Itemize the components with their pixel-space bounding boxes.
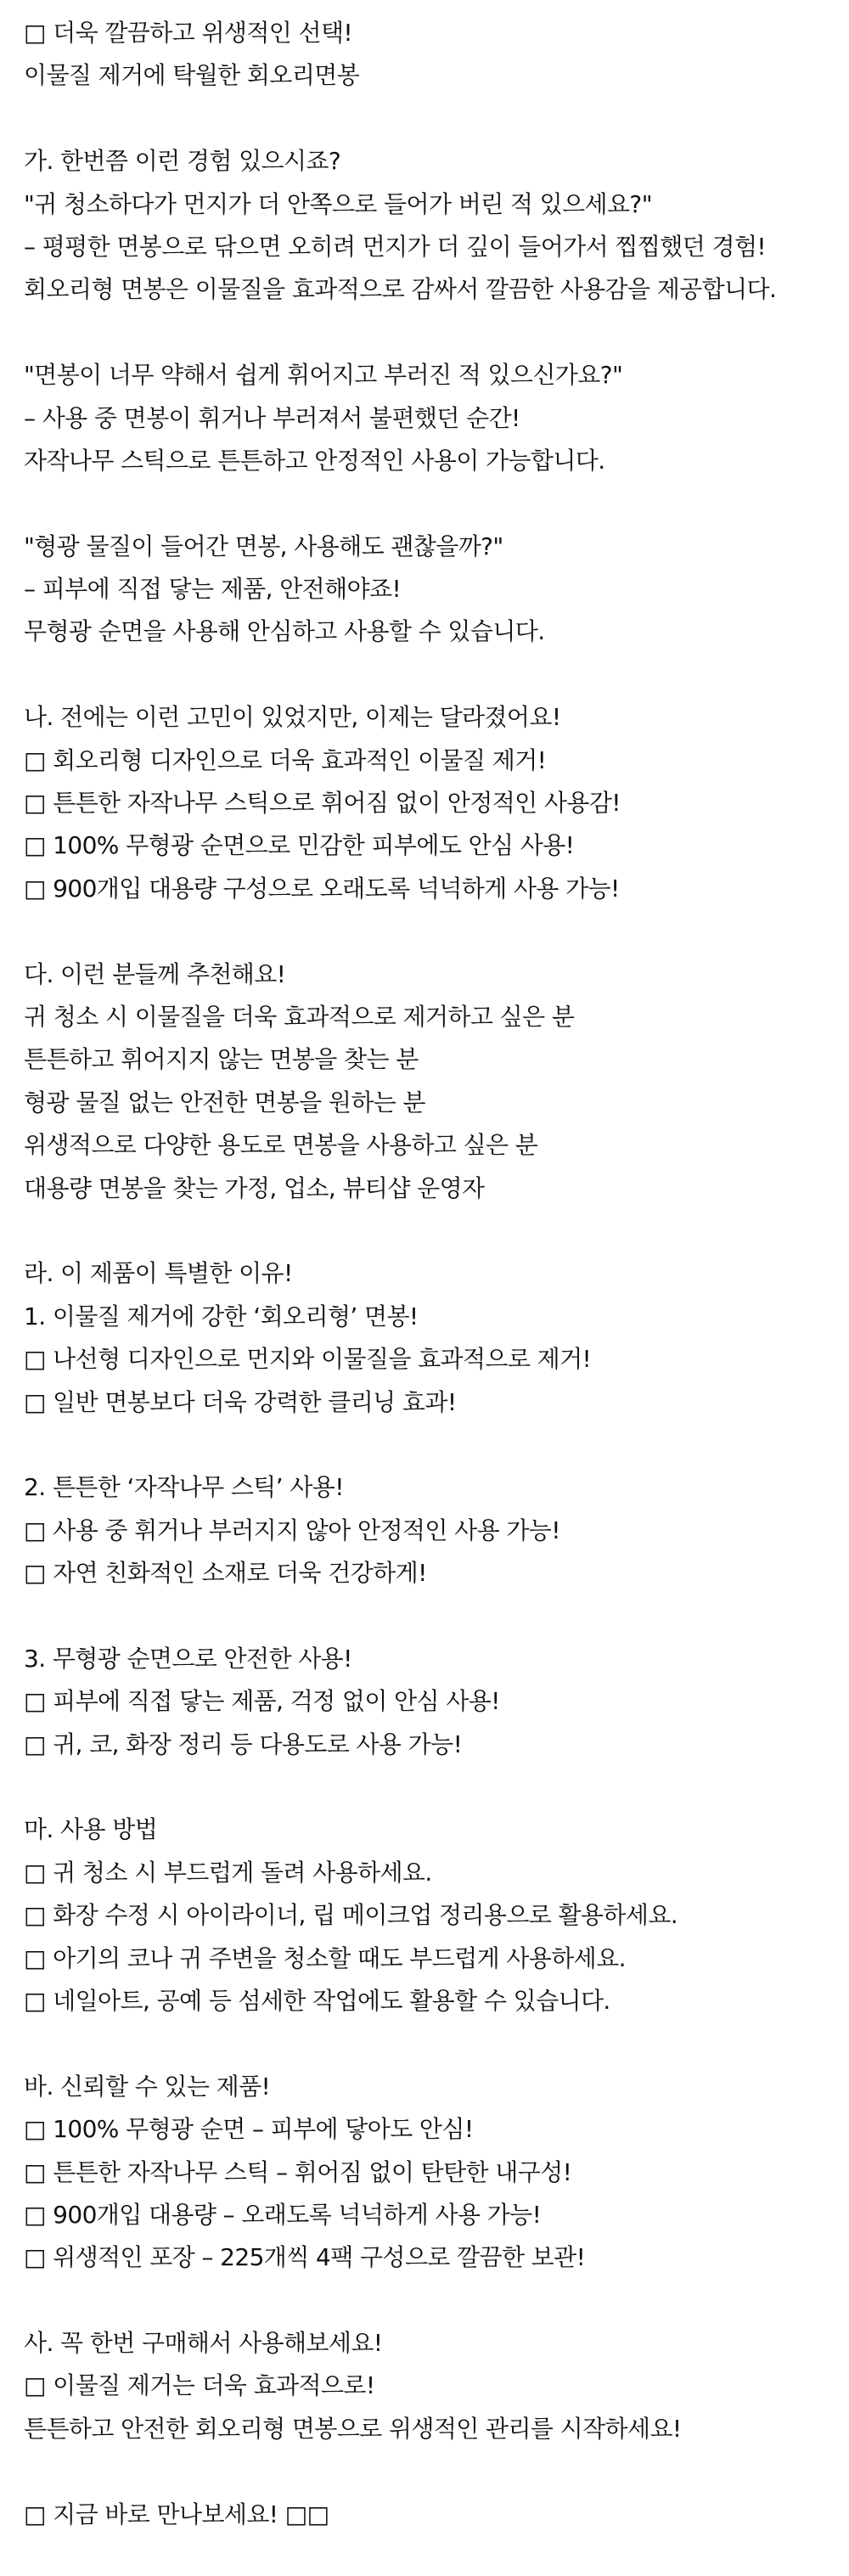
text-line: – 사용 중 면봉이 휘거나 부러져서 불편했던 순간! bbox=[24, 403, 520, 432]
paragraph-gap bbox=[24, 98, 839, 140]
feature-item: □ 튼튼한 자작나무 스틱 – 휘어짐 없이 탄탄한 내구성! bbox=[24, 2157, 572, 2186]
feature-item: □ 피부에 직접 닿는 제품, 걱정 없이 안심 사용! bbox=[24, 1687, 500, 1716]
paragraph-gap bbox=[24, 1595, 839, 1637]
list-item: 튼튼하고 휘어지지 않는 면봉을 찾는 분 bbox=[24, 1045, 419, 1074]
text-line: "귀 청소하다가 먼지가 더 안쪽으로 들어가 버린 적 있으세요?" bbox=[24, 189, 652, 218]
subheading: 2. 튼튼한 ‘자작나무 스틱’ 사용! bbox=[24, 1473, 344, 1502]
feature-item: □ 일반 면봉보다 더욱 강력한 클리닝 효과! bbox=[24, 1387, 457, 1416]
feature-item: □ 튼튼한 자작나무 스틱으로 휘어짐 없이 안정적인 사용감! bbox=[24, 789, 621, 818]
experience-paragraph-2 bbox=[24, 354, 839, 482]
feature-item: □ 귀, 코, 화장 정리 등 다용도로 사용 가능! bbox=[24, 1730, 463, 1758]
headline-line: □ 더욱 깔끔하고 위생적인 선택! bbox=[24, 19, 353, 47]
closing-line: □ 지금 바로 만나보세요! □□ bbox=[24, 2500, 329, 2528]
feature-item: □ 자연 친화적인 소재로 더욱 건강하게! bbox=[24, 1559, 427, 1588]
text-line: – 평평한 면봉으로 닦으면 오히려 먼지가 더 깊이 들어가서 찝찝했던 경험! bbox=[24, 232, 767, 261]
list-item: 형광 물질 없는 안전한 면봉을 원하는 분 bbox=[24, 1088, 425, 1116]
paragraph-gap bbox=[24, 1424, 839, 1466]
section-heading: 마. 사용 방법 bbox=[24, 1815, 158, 1844]
feature-item: □ 회오리형 디자인으로 더욱 효과적인 이물질 제거! bbox=[24, 745, 547, 774]
text-line: "형광 물질이 들어간 면봉, 사용해도 괜찮을까?" bbox=[24, 532, 503, 560]
subheading: 3. 무형광 순면으로 안전한 사용! bbox=[24, 1644, 352, 1673]
paragraph-gap bbox=[24, 910, 839, 953]
paragraph-gap bbox=[24, 654, 839, 696]
feature-item: □ 위생적인 포장 – 225개씩 4팩 구성으로 깔끔한 보관! bbox=[24, 2243, 586, 2272]
feature-item: □ 사용 중 휘거나 부러지지 않아 안정적인 사용 가능! bbox=[24, 1516, 560, 1544]
section-heading: 나. 전에는 이런 고민이 있었지만, 이제는 달라졌어요! bbox=[24, 703, 561, 732]
paragraph-gap bbox=[24, 312, 839, 354]
usage-item: □ 화장 수정 시 아이라이너, 립 메이크업 정리용으로 활용하세요. bbox=[24, 1901, 678, 1930]
feature-item: □ 900개입 대용량 – 오래도록 넉넉하게 사용 가능! bbox=[24, 2200, 542, 2229]
reason-3-section bbox=[24, 1638, 839, 1766]
feature-item: □ 100% 무형광 순면 – 피부에 닿아도 안심! bbox=[24, 2115, 474, 2144]
paragraph-gap bbox=[24, 1210, 839, 1252]
text-line: 회오리형 면봉은 이물질을 효과적으로 감싸서 깔끔한 사용감을 제공합니다. bbox=[24, 275, 777, 304]
text-line: 무형광 순면을 사용해 안심하고 사용할 수 있습니다. bbox=[24, 617, 545, 646]
section-heading: 가. 한번쯤 이런 경험 있으시죠? bbox=[24, 147, 341, 176]
purchase-section bbox=[24, 2322, 839, 2450]
recommendation-section bbox=[24, 953, 839, 1210]
paragraph-gap bbox=[24, 2280, 839, 2322]
section-heading: 다. 이런 분들께 추천해요! bbox=[24, 959, 286, 988]
text-line: – 피부에 직접 닿는 제품, 안전해야죠! bbox=[24, 575, 402, 604]
closing-section bbox=[24, 2494, 839, 2536]
special-reasons-section bbox=[24, 1252, 839, 1424]
list-item: 귀 청소 시 이물질을 더욱 효과적으로 제거하고 싶은 분 bbox=[24, 1002, 575, 1031]
section-heading: 바. 신뢰할 수 있는 제품! bbox=[24, 2072, 271, 2101]
product-description bbox=[24, 12, 839, 2536]
reason-2-section bbox=[24, 1466, 839, 1595]
list-item: 대용량 면봉을 찾는 가정, 업소, 뷰티샵 운영자 bbox=[24, 1173, 485, 1202]
text-line: "면봉이 너무 약해서 쉽게 휘어지고 부러진 적 있으신가요?" bbox=[24, 361, 623, 390]
list-item: 위생적으로 다양한 용도로 면봉을 사용하고 싶은 분 bbox=[24, 1131, 538, 1160]
text-line: 자작나무 스틱으로 튼튼하고 안정적인 사용이 가능합니다. bbox=[24, 446, 605, 475]
feature-item: □ 이물질 제거는 더욱 효과적으로! bbox=[24, 2371, 375, 2400]
feature-item: □ 나선형 디자인으로 먼지와 이물질을 효과적으로 제거! bbox=[24, 1345, 592, 1374]
paragraph-gap bbox=[24, 2022, 839, 2065]
feature-item: □ 100% 무형광 순면으로 민감한 피부에도 안심 사용! bbox=[24, 831, 575, 860]
experience-paragraph-3 bbox=[24, 526, 839, 654]
subheading: 1. 이물질 제거에 강한 ‘회오리형’ 면봉! bbox=[24, 1302, 419, 1330]
paragraph-gap bbox=[24, 1766, 839, 1808]
usage-item: □ 아기의 코나 귀 주변을 청소할 때도 부드럽게 사용하세요. bbox=[24, 1943, 626, 1972]
usage-item: □ 귀 청소 시 부드럽게 돌려 사용하세요. bbox=[24, 1858, 432, 1887]
feature-item: □ 900개입 대용량 구성으로 오래도록 넉넉하게 사용 가능! bbox=[24, 874, 620, 903]
paragraph-gap bbox=[24, 2450, 839, 2493]
paragraph-gap bbox=[24, 482, 839, 525]
text-line: 튼튼하고 안전한 회오리형 면봉으로 위생적인 관리를 시작하세요! bbox=[24, 2414, 682, 2443]
section-heading: 사. 꼭 한번 구매해서 사용해보세요! bbox=[24, 2329, 383, 2358]
intro-section bbox=[24, 12, 839, 98]
trust-section bbox=[24, 2066, 839, 2280]
section-heading: 라. 이 제품이 특별한 이유! bbox=[24, 1259, 293, 1288]
improvement-section bbox=[24, 696, 839, 910]
usage-item: □ 네일아트, 공예 등 섬세한 작업에도 활용할 수 있습니다. bbox=[24, 1986, 610, 2015]
experience-section bbox=[24, 140, 839, 312]
usage-section bbox=[24, 1808, 839, 2022]
headline-line: 이물질 제거에 탁월한 회오리면봉 bbox=[24, 61, 360, 90]
